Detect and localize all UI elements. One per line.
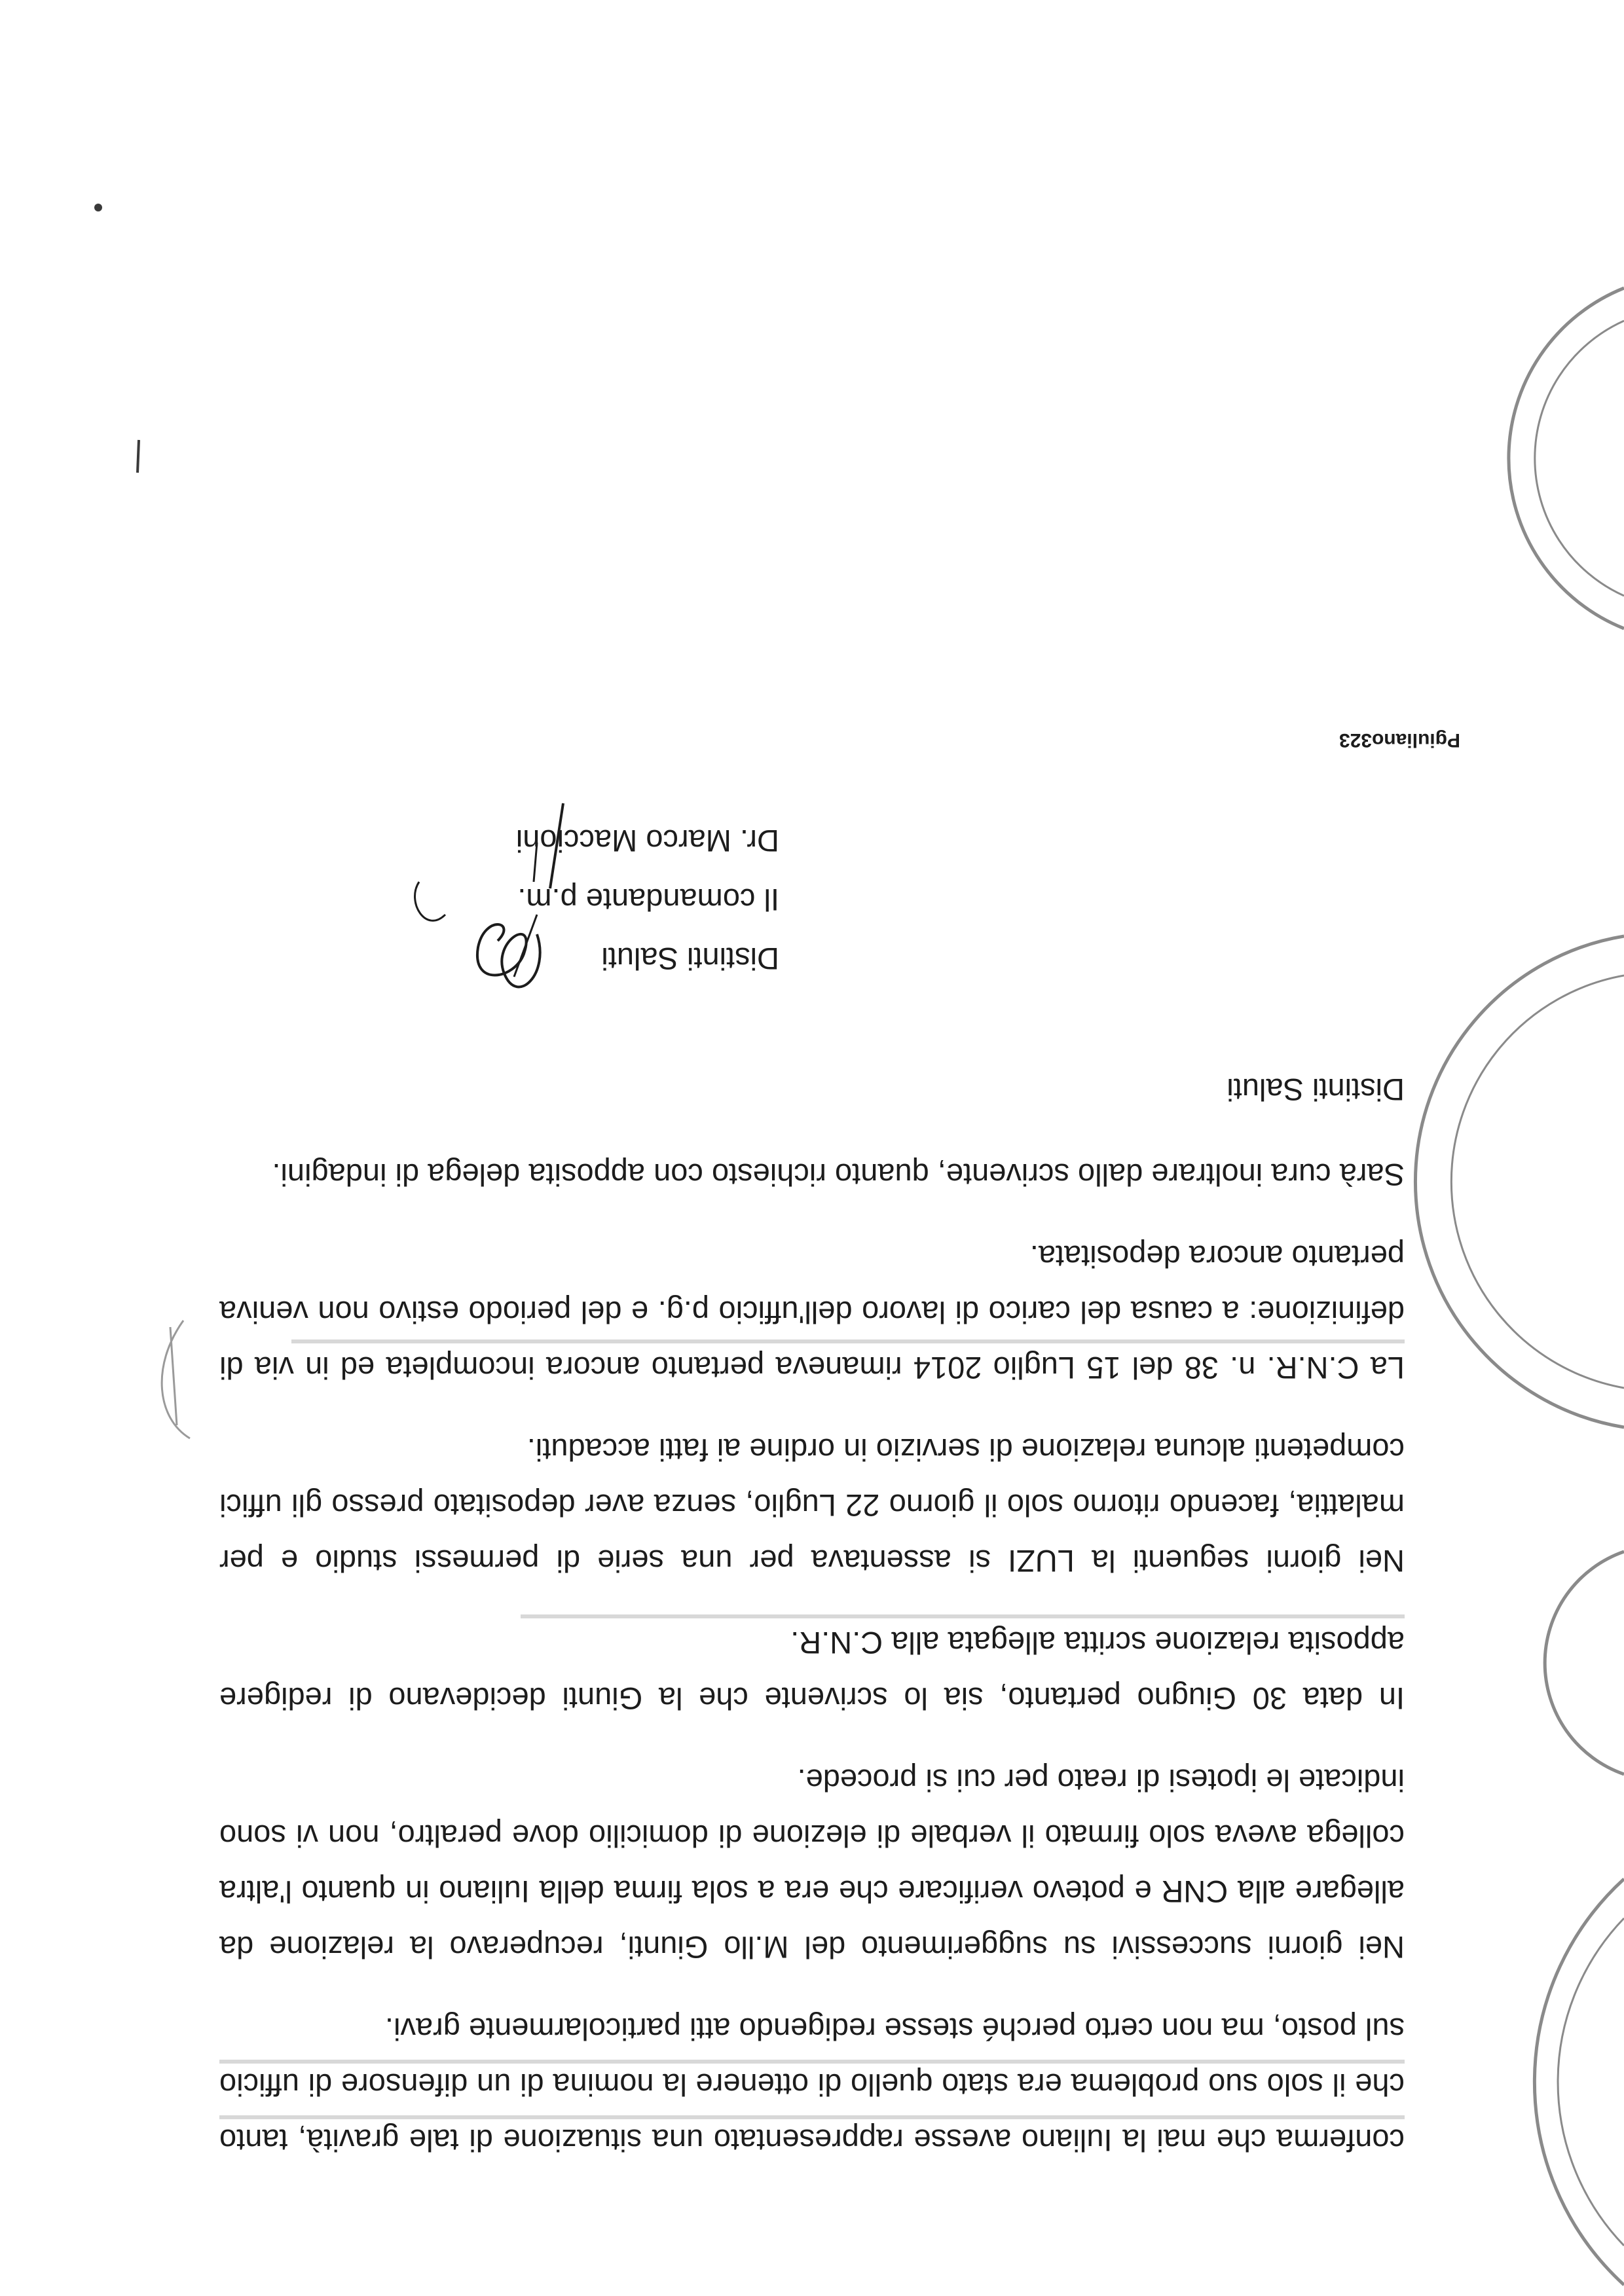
commander-title: Il comandante p.m.	[517, 883, 779, 917]
paragraph-6: Sarà cura inoltrare dallo scrivente, quanto richiesto con apposita delega di indagini.	[272, 1157, 1405, 1192]
pencil-mark-icon	[138, 1314, 216, 1445]
scan-artifact	[291, 1339, 1405, 1343]
paragraph-1: conferma che mai la Iuliano avesse rappresentato una situazione di tale gravità, tanto che il solo suo problema era stato quello di ottenere la nomina di un difensore di ufficio sul posto, ma non certo perché stesse redigendo atti particolarmente gravi.	[219, 2012, 1405, 2158]
official-seal-icon	[1428, 1866, 1624, 2296]
paragraph-5: La C.N.R. n. 38 del 15 Luglio 2014 rimaneva pertanto ancora incompleta ed in via di definizione: a causa del carico di lavoro dell'ufficio p.g. e del periodo estivo non veniva pertanto ancora depositata.	[219, 1239, 1405, 1385]
scan-speck-icon	[124, 437, 151, 476]
scan-artifact	[219, 2115, 1405, 2119]
scan-speck-icon	[72, 181, 124, 234]
closing-salutation: Distinti Saluti	[1227, 1072, 1405, 1107]
scan-artifact	[219, 2060, 1405, 2064]
handwritten-signature-icon	[301, 797, 576, 1013]
paragraph-3: In data 30 Giugno pertanto, sia lo scrivente che la Giunti decidevano di redigere apposita relazione scritta allegata alla C.N.R.	[219, 1626, 1405, 1716]
paragraph-2: Nei giorni successivi su suggerimento del M.llo Giunti, recuperavo la relazione da allegare alla CNR e potevo verificare che era a sola firma della Iuliano in quanto l'altra collega aveva solo firmato il verbale di elezione di domicilio dove peraltro, non vi sono indicate le ipotesi di reato per cui si procede.	[219, 1763, 1405, 1965]
paragraph-4: Nei giorni seguenti la LUZI si assentava per una serie di permessi studio e per malattia, facendo ritorno solo il giorno 22 Luglio, senza aver depositato presso gli uffici competenti alcuna relazione di servizio in ordine ai fatti accaduti.	[219, 1432, 1405, 1578]
file-reference: Pgiuliano323	[1338, 729, 1460, 751]
commander-name: Dr. Marco Maccioni	[515, 824, 779, 858]
official-seal-icon	[1408, 275, 1624, 642]
signed-salutation: Distinti Saluti	[601, 941, 779, 976]
letter-body	[219, 1147, 1405, 2168]
official-seal-icon	[1526, 1539, 1624, 1787]
scan-artifact	[521, 1614, 1405, 1618]
